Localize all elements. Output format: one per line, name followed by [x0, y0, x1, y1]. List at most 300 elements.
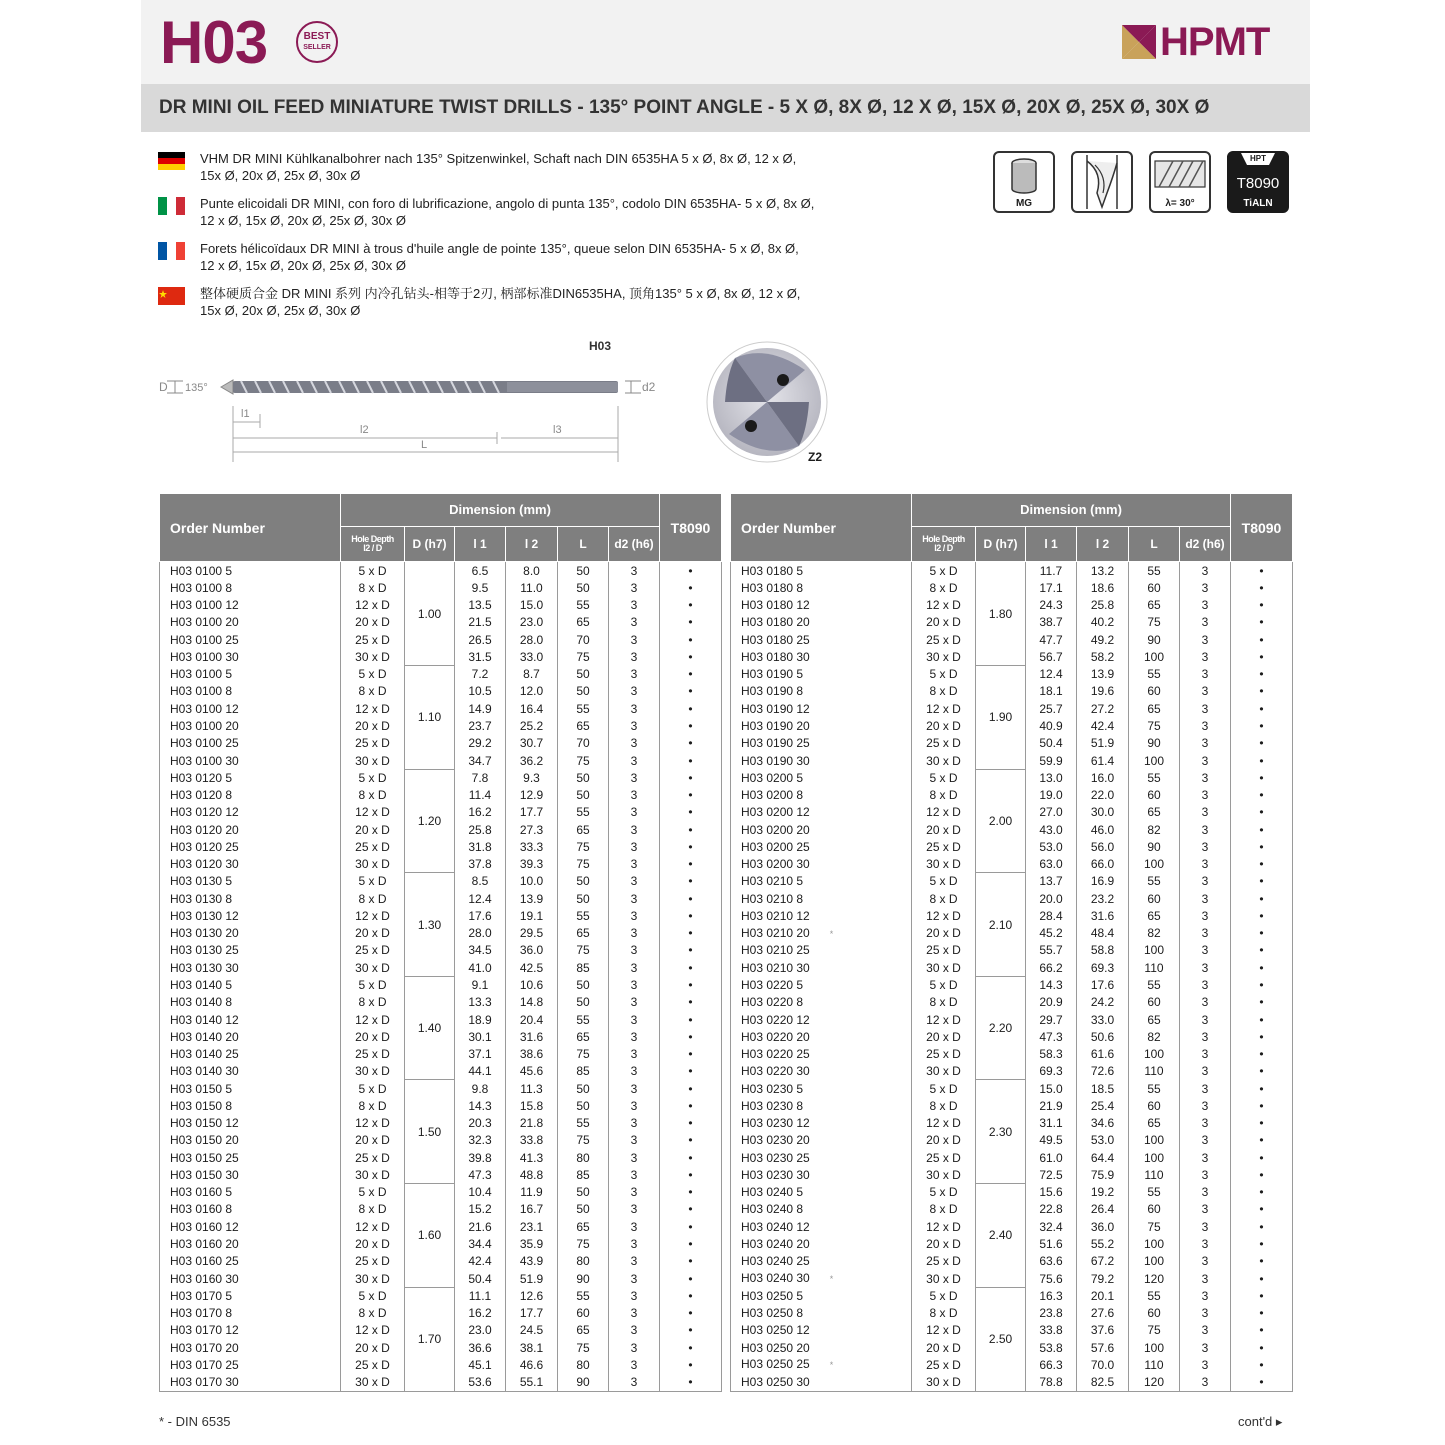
- length-value: 100: [1129, 1149, 1180, 1166]
- l1-value: 34.5: [455, 942, 506, 959]
- order-number: H03 0230 8: [731, 1097, 912, 1114]
- availability-mark: •: [660, 873, 722, 890]
- hole-depth: 25 x D: [341, 1045, 405, 1062]
- l2-value: 25.4: [1077, 1097, 1129, 1114]
- d2-value: 3: [1180, 1235, 1231, 1252]
- length-value: 75: [558, 856, 609, 873]
- l1-value: 16.2: [455, 1304, 506, 1321]
- length-value: 65: [558, 717, 609, 734]
- order-number: H03 0160 5: [160, 1184, 341, 1201]
- length-value: 55: [1129, 562, 1180, 580]
- order-number: H03 0240 12: [731, 1218, 912, 1235]
- order-number: H03 0180 8: [731, 579, 912, 596]
- availability-mark: •: [1231, 1373, 1293, 1391]
- order-number: H03 0140 5: [160, 976, 341, 993]
- l2-value: 82.5: [1077, 1373, 1129, 1391]
- l1-value: 12.4: [1026, 666, 1077, 683]
- length-value: 50: [558, 666, 609, 683]
- italian-flag-icon: [158, 197, 185, 215]
- l2-value: 22.0: [1077, 786, 1129, 803]
- d2-value: 3: [609, 579, 660, 596]
- grade-header: T8090: [1231, 494, 1293, 562]
- d2-value: 3: [609, 735, 660, 752]
- availability-mark: •: [1231, 994, 1293, 1011]
- l1-value: 14.3: [1026, 976, 1077, 993]
- order-number: H03 0140 12: [160, 1011, 341, 1028]
- length-value: 120: [1129, 1373, 1180, 1391]
- feature-icons: [993, 151, 1289, 213]
- length-value: 120: [1129, 1270, 1180, 1287]
- l1-value: 72.5: [1026, 1166, 1077, 1183]
- order-number: H03 0160 25: [160, 1253, 341, 1270]
- l1-value: 37.8: [455, 856, 506, 873]
- availability-mark: •: [660, 1184, 722, 1201]
- table-row: [731, 873, 1293, 890]
- l2-value: 13.2: [1077, 562, 1129, 580]
- availability-mark: •: [660, 1339, 722, 1356]
- l2-value: 17.7: [506, 1304, 558, 1321]
- order-number: H03 0130 30: [160, 959, 341, 976]
- length-value: 55: [1129, 1287, 1180, 1304]
- l2-value: 53.0: [1077, 1132, 1129, 1149]
- continued-link[interactable]: cont'd ▸: [1238, 1414, 1283, 1429]
- l2-value: 69.3: [1077, 959, 1129, 976]
- l2-value: 30.7: [506, 735, 558, 752]
- l2-value: 29.5: [506, 925, 558, 942]
- header-row: [731, 494, 1293, 527]
- badge-line2: SELLER: [303, 44, 331, 51]
- d2-value: 3: [1180, 1356, 1231, 1373]
- length-value: 55: [558, 1287, 609, 1304]
- l2-value: 33.3: [506, 838, 558, 855]
- l1-value: 20.0: [1026, 890, 1077, 907]
- diameter-header: D (h7): [976, 527, 1026, 562]
- hole-depth: 12 x D: [341, 1011, 405, 1028]
- d2-value: 3: [1180, 942, 1231, 959]
- availability-mark: •: [1231, 735, 1293, 752]
- length-value: 110: [1129, 1356, 1180, 1373]
- l1-value: 50.4: [1026, 735, 1077, 752]
- d2-value: 3: [1180, 700, 1231, 717]
- l2-value: 18.6: [1077, 579, 1129, 596]
- availability-mark: •: [1231, 752, 1293, 769]
- d2-value: 3: [609, 717, 660, 734]
- order-number: H03 0100 25: [160, 735, 341, 752]
- order-number: H03 0210 25: [731, 942, 912, 959]
- availability-mark: •: [1231, 873, 1293, 890]
- l2-value: 27.3: [506, 821, 558, 838]
- d2-value: 3: [1180, 1373, 1231, 1391]
- l2-value: 11.9: [506, 1184, 558, 1201]
- length-value: 82: [1129, 925, 1180, 942]
- length-value: 65: [558, 1322, 609, 1339]
- l2-value: 13.9: [1077, 666, 1129, 683]
- length-value: 100: [1129, 1132, 1180, 1149]
- table-row: [160, 1080, 722, 1097]
- availability-mark: •: [1231, 614, 1293, 631]
- order-number: H03 0100 20: [160, 717, 341, 734]
- length-value: 55: [1129, 769, 1180, 786]
- hole-depth: 5 x D: [341, 873, 405, 890]
- order-number: H03 0120 8: [160, 786, 341, 803]
- order-number: H03 0210 30: [731, 959, 912, 976]
- availability-mark: •: [660, 994, 722, 1011]
- l2-value: 19.1: [506, 907, 558, 924]
- hole-depth: 5 x D: [912, 1287, 976, 1304]
- order-number: H03 0250 8: [731, 1304, 912, 1321]
- l2-value: 51.9: [1077, 735, 1129, 752]
- l2-value: 20.4: [506, 1011, 558, 1028]
- order-number: H03 0100 30: [160, 752, 341, 769]
- d2-value: 3: [609, 804, 660, 821]
- d2-value: 3: [609, 1218, 660, 1235]
- l1-value: 43.0: [1026, 821, 1077, 838]
- d2-value: 3: [1180, 1184, 1231, 1201]
- availability-mark: •: [660, 1166, 722, 1183]
- brand-name: HPMT: [1160, 20, 1270, 64]
- length-value: 65: [1129, 804, 1180, 821]
- hole-depth: 5 x D: [912, 562, 976, 580]
- order-number: H03 0220 8: [731, 994, 912, 1011]
- length-value: 75: [558, 1235, 609, 1252]
- l1-value: 45.2: [1026, 925, 1077, 942]
- order-number: H03 0180 12: [731, 597, 912, 614]
- brand-logo: [1122, 22, 1269, 62]
- order-number: H03 0100 12: [160, 597, 341, 614]
- hole-depth: 25 x D: [912, 838, 976, 855]
- l1-value: 44.1: [455, 1063, 506, 1080]
- coating-icon: [1227, 151, 1289, 213]
- length-value: 50: [558, 786, 609, 803]
- availability-mark: •: [660, 1115, 722, 1132]
- availability-mark: •: [1231, 942, 1293, 959]
- d2-value: 3: [1180, 1132, 1231, 1149]
- availability-mark: •: [1231, 786, 1293, 803]
- l1-value: 31.5: [455, 648, 506, 665]
- length-value: 75: [558, 1045, 609, 1062]
- hole-depth: 12 x D: [341, 1115, 405, 1132]
- availability-mark: •: [1231, 1218, 1293, 1235]
- l2-value: 38.6: [506, 1045, 558, 1062]
- d2-value: 3: [1180, 1063, 1231, 1080]
- length-value: 100: [1129, 856, 1180, 873]
- hole-depth: 30 x D: [912, 752, 976, 769]
- length-value: 60: [1129, 579, 1180, 596]
- hole-depth: 12 x D: [341, 700, 405, 717]
- order-number: H03 0100 12: [160, 700, 341, 717]
- hole-depth: 8 x D: [912, 1304, 976, 1321]
- order-number: H03 0100 5: [160, 666, 341, 683]
- l1-value: 23.8: [1026, 1304, 1077, 1321]
- l2-value: 61.6: [1077, 1045, 1129, 1062]
- d2-value: 3: [1180, 838, 1231, 855]
- length-value: 60: [1129, 1097, 1180, 1114]
- header-row: [160, 494, 722, 527]
- l2-value: 55.1: [506, 1373, 558, 1391]
- hole-depth: 8 x D: [912, 1201, 976, 1218]
- diameter: 1.60: [405, 1184, 455, 1288]
- l1-value: 40.9: [1026, 717, 1077, 734]
- availability-mark: •: [1231, 804, 1293, 821]
- d2-header: d2 (h6): [609, 527, 660, 562]
- l1-value: 53.0: [1026, 838, 1077, 855]
- d2-value: 3: [1180, 683, 1231, 700]
- l1-value: 63.6: [1026, 1253, 1077, 1270]
- availability-mark: •: [1231, 562, 1293, 580]
- order-number: H03 0120 12: [160, 804, 341, 821]
- l2-value: 26.4: [1077, 1201, 1129, 1218]
- l1-value: 20.3: [455, 1115, 506, 1132]
- hole-depth: 20 x D: [912, 925, 976, 942]
- table-row: [731, 1184, 1293, 1201]
- length-value: 50: [558, 562, 609, 580]
- order-number: H03 0100 8: [160, 579, 341, 596]
- l2-value: 48.4: [1077, 925, 1129, 942]
- diameter: 1.30: [405, 873, 455, 977]
- d2-value: 3: [609, 873, 660, 890]
- hole-depth: 12 x D: [341, 1218, 405, 1235]
- l1-value: 39.8: [455, 1149, 506, 1166]
- dimension-header: Dimension (mm): [912, 494, 1231, 527]
- table-row: [160, 1184, 722, 1201]
- l2-value: 58.2: [1077, 648, 1129, 665]
- hole-depth: 5 x D: [912, 666, 976, 683]
- d2-value: 3: [1180, 562, 1231, 580]
- availability-mark: •: [660, 597, 722, 614]
- hole-depth: 5 x D: [912, 976, 976, 993]
- l2-value: 36.2: [506, 752, 558, 769]
- length-value: 75: [558, 752, 609, 769]
- order-number: H03 0190 20: [731, 717, 912, 734]
- description-text: 整体硬质合金 DR MINI 系列 内冷孔钻头-相等于2刃, 柄部标准DIN6535HA, 顶角135° 5 x Ø, 8x Ø, 12 x Ø, 15x Ø, 20x Ø, 25x Ø, 30x Ø: [200, 286, 801, 318]
- spec-table-left: [159, 493, 722, 1392]
- l2-header: l 2: [506, 527, 558, 562]
- l1-value: 37.1: [455, 1045, 506, 1062]
- d2-value: 3: [609, 786, 660, 803]
- l2-value: 18.5: [1077, 1080, 1129, 1097]
- d2-value: 3: [609, 994, 660, 1011]
- l1-value: 13.7: [1026, 873, 1077, 890]
- length-value: 50: [558, 579, 609, 596]
- l2-value: 19.6: [1077, 683, 1129, 700]
- hole-depth: 25 x D: [341, 1149, 405, 1166]
- diameter: 1.40: [405, 976, 455, 1080]
- hole-depth: 25 x D: [912, 942, 976, 959]
- hole-depth: 8 x D: [341, 994, 405, 1011]
- availability-mark: •: [660, 838, 722, 855]
- availability-mark: •: [1231, 856, 1293, 873]
- hole-depth: 20 x D: [912, 1235, 976, 1252]
- l2-value: 15.0: [506, 597, 558, 614]
- l1-value: 25.8: [455, 821, 506, 838]
- table-row: [160, 1287, 722, 1304]
- order-number: H03 0170 25: [160, 1356, 341, 1373]
- d2-value: 3: [1180, 1115, 1231, 1132]
- length-value: 60: [1129, 1201, 1180, 1218]
- l2-value: 24.5: [506, 1322, 558, 1339]
- d2-value: 3: [1180, 1149, 1231, 1166]
- l2-value: 33.8: [506, 1132, 558, 1149]
- availability-mark: •: [660, 959, 722, 976]
- length-value: 50: [558, 1097, 609, 1114]
- point-icon: [1071, 151, 1133, 213]
- hole-depth: 12 x D: [912, 1011, 976, 1028]
- french-flag-icon: [158, 242, 185, 260]
- availability-mark: •: [1231, 925, 1293, 942]
- hole-depth: 12 x D: [341, 804, 405, 821]
- l1-value: 14.3: [455, 1097, 506, 1114]
- l1-value: 38.7: [1026, 614, 1077, 631]
- l1-value: 32.3: [455, 1132, 506, 1149]
- length-value: 50: [558, 976, 609, 993]
- d2-value: 3: [609, 700, 660, 717]
- l2-value: 46.0: [1077, 821, 1129, 838]
- order-number: H03 0170 5: [160, 1287, 341, 1304]
- availability-mark: •: [660, 769, 722, 786]
- l2-value: 36.0: [1077, 1218, 1129, 1235]
- l1-value: 15.6: [1026, 1184, 1077, 1201]
- l2-value: 16.7: [506, 1201, 558, 1218]
- icon-main-label: T8090: [1236, 175, 1280, 192]
- l2-value: 23.2: [1077, 890, 1129, 907]
- l1-value: 50.4: [455, 1270, 506, 1287]
- order-number: H03 0120 25: [160, 838, 341, 855]
- d2-value: 3: [609, 666, 660, 683]
- hole-depth: 8 x D: [912, 683, 976, 700]
- d2-value: 3: [609, 907, 660, 924]
- availability-mark: •: [1231, 1115, 1293, 1132]
- l2-value: 67.2: [1077, 1253, 1129, 1270]
- l1-value: 14.9: [455, 700, 506, 717]
- order-number: H03 0190 30: [731, 752, 912, 769]
- hole-depth: 20 x D: [912, 717, 976, 734]
- availability-mark: •: [1231, 1356, 1293, 1373]
- d2-value: 3: [609, 1166, 660, 1183]
- l1-value: 66.3: [1026, 1356, 1077, 1373]
- length-value: 75: [558, 838, 609, 855]
- hole-depth: 20 x D: [341, 614, 405, 631]
- availability-mark: •: [660, 1097, 722, 1114]
- l2-value: 31.6: [1077, 907, 1129, 924]
- angle-label: 135°: [185, 382, 208, 394]
- availability-mark: •: [660, 631, 722, 648]
- availability-mark: •: [1231, 1063, 1293, 1080]
- table-row: [160, 666, 722, 683]
- d2-value: 3: [1180, 769, 1231, 786]
- hole-depth: 12 x D: [912, 700, 976, 717]
- hole-depth: 12 x D: [341, 907, 405, 924]
- order-number: H03 0220 20: [731, 1028, 912, 1045]
- l1-value: 13.5: [455, 597, 506, 614]
- availability-mark: •: [660, 1045, 722, 1062]
- d2-value: 3: [609, 1115, 660, 1132]
- d2-value: 3: [609, 1097, 660, 1114]
- l2-value: 34.6: [1077, 1115, 1129, 1132]
- hole-depth: 5 x D: [341, 976, 405, 993]
- availability-mark: •: [660, 1028, 722, 1045]
- hole-depth: 25 x D: [912, 1045, 976, 1062]
- din-mark: *: [829, 1274, 834, 1285]
- L-label: L: [421, 439, 428, 451]
- l2-value: 51.9: [506, 1270, 558, 1287]
- order-number: H03 0210 5: [731, 873, 912, 890]
- hole-depth: 25 x D: [341, 1356, 405, 1373]
- hole-depth: 5 x D: [912, 873, 976, 890]
- length-value: 100: [1129, 1339, 1180, 1356]
- order-number: H03 0180 25: [731, 631, 912, 648]
- availability-mark: •: [660, 804, 722, 821]
- l2-value: 19.2: [1077, 1184, 1129, 1201]
- l1-value: 31.8: [455, 838, 506, 855]
- length-value: 60: [1129, 1304, 1180, 1321]
- availability-mark: •: [660, 579, 722, 596]
- hole-depth-header: Hole Depth l2 / D: [912, 527, 976, 562]
- d2-value: 3: [609, 1063, 660, 1080]
- d2-value: 3: [609, 1287, 660, 1304]
- d2-value: 3: [1180, 666, 1231, 683]
- order-number: H03 0250 5: [731, 1287, 912, 1304]
- l2-value: 40.2: [1077, 614, 1129, 631]
- l2-value: 66.0: [1077, 856, 1129, 873]
- hole-depth: 30 x D: [341, 1270, 405, 1287]
- order-number: H03 0220 25: [731, 1045, 912, 1062]
- availability-mark: •: [1231, 1287, 1293, 1304]
- d2-value: 3: [609, 683, 660, 700]
- l1-value: 8.5: [455, 873, 506, 890]
- l1-value: 26.5: [455, 631, 506, 648]
- order-number: H03 0150 30: [160, 1166, 341, 1183]
- hole-depth: 20 x D: [912, 614, 976, 631]
- diameter: 2.50: [976, 1287, 1026, 1391]
- availability-mark: •: [660, 907, 722, 924]
- availability-mark: •: [660, 717, 722, 734]
- availability-mark: •: [1231, 683, 1293, 700]
- l1-value: 41.0: [455, 959, 506, 976]
- icon-caption: TiALN: [1243, 198, 1273, 209]
- d2-value: 3: [609, 1322, 660, 1339]
- icon-caption: λ= 30°: [1165, 198, 1195, 209]
- l2-value: 24.2: [1077, 994, 1129, 1011]
- d2-value: 3: [1180, 821, 1231, 838]
- availability-mark: •: [660, 786, 722, 803]
- d2-value: 3: [609, 769, 660, 786]
- order-number: H03 0160 20: [160, 1235, 341, 1252]
- l2-value: 56.0: [1077, 838, 1129, 855]
- length-value: 65: [558, 614, 609, 631]
- d2-value: 3: [609, 648, 660, 665]
- order-number: H03 0160 30: [160, 1270, 341, 1287]
- length-value: 100: [1129, 648, 1180, 665]
- availability-mark: •: [1231, 1166, 1293, 1183]
- l2-value: 23.0: [506, 614, 558, 631]
- l2-value: 33.0: [1077, 1011, 1129, 1028]
- length-value: 55: [1129, 666, 1180, 683]
- availability-mark: •: [660, 648, 722, 665]
- length-value: 60: [1129, 786, 1180, 803]
- availability-mark: •: [1231, 597, 1293, 614]
- availability-mark: •: [660, 925, 722, 942]
- hole-depth: 12 x D: [341, 1322, 405, 1339]
- availability-mark: •: [1231, 1097, 1293, 1114]
- l1-value: 20.9: [1026, 994, 1077, 1011]
- availability-mark: •: [1231, 959, 1293, 976]
- hole-depth: 30 x D: [341, 1373, 405, 1391]
- l2-value: 41.3: [506, 1149, 558, 1166]
- l1-value: 49.5: [1026, 1132, 1077, 1149]
- d2-value: 3: [1180, 1080, 1231, 1097]
- l2-value: 31.6: [506, 1028, 558, 1045]
- hole-depth: 20 x D: [341, 1339, 405, 1356]
